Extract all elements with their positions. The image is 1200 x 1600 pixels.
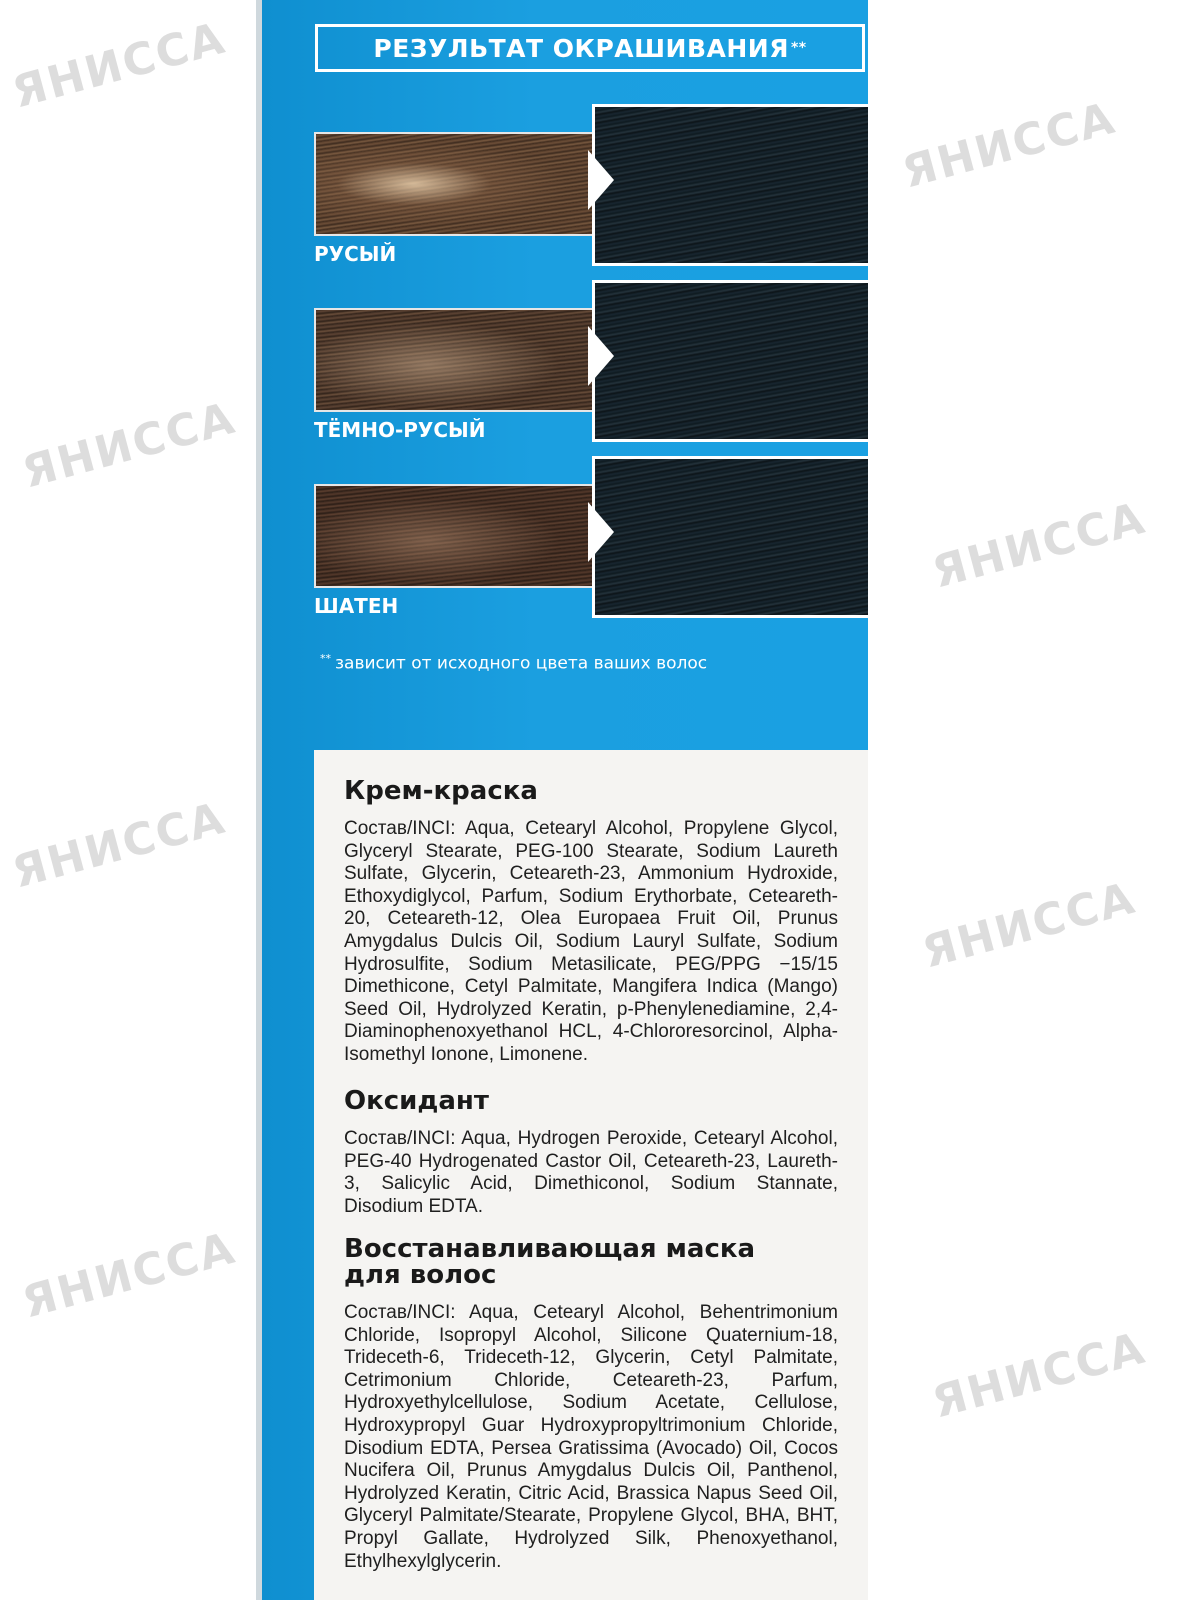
before-swatch-brown bbox=[314, 484, 598, 588]
watermark-logo: ЯНИССА bbox=[17, 392, 242, 499]
watermark-logo: ЯНИССА bbox=[927, 1322, 1152, 1429]
ingredients-hair-mask: Состав/INCI: Aqua, Cetearyl Alcohol, Behentrimonium Chloride, Isopropyl Alcohol, Silicone Quaternium-18, Trideceth-6, Trideceth-12, Glycerin, Cetyl Palmitate, Cetrimonium Chloride, Ceteareth-23, Parfum, Hydroxyethylcellulose, Sodium Acetate, Cellulose, Hydroxypropyl Guar Hydroxypropyltrimonium Chloride, Disodium EDTA, Persea Gratissima (Avocado) Oil, Cocos Nucifera Oil, Prunus Amygdalus Dulcis Oil, Panthenol, Hydrolyzed Keratin, Citric Acid, Brassica Napus Seed Oil, Glyceryl Palmitate/Stearate, Propylene Glycol, BHA, BHT, Propyl Gallate, Hydrolyzed Silk, Phenoxyethanol, Ethylhexylglycerin. bbox=[344, 1302, 838, 1572]
watermark-logo: ЯНИССА bbox=[7, 12, 232, 119]
ingredients-oxidant: Состав/INCI: Aqua, Hydrogen Peroxide, Cetearyl Alcohol, PEG-40 Hydrogenated Castor Oil, Ceteareth-23, Laureth-3, Salicylic Acid, Dimethiconol, Sodium Stannate, Disodium EDTA. bbox=[344, 1128, 838, 1217]
watermark-logo: ЯНИССА bbox=[917, 872, 1142, 979]
product-box-panel bbox=[262, 0, 868, 1600]
before-swatch-dark-blonde bbox=[314, 308, 598, 412]
watermark-logo: ЯНИССА bbox=[7, 792, 232, 899]
footnote bbox=[320, 652, 707, 674]
after-swatch-black bbox=[592, 280, 868, 442]
footnote-text: зависит от исходного цвета ваших волос bbox=[335, 653, 708, 674]
before-swatch-light-brown bbox=[314, 132, 598, 236]
footnote-mark: ** bbox=[320, 652, 331, 665]
swatch-label: ТЁМНО-РУСЫЙ bbox=[314, 418, 486, 442]
arrow-icon bbox=[588, 326, 614, 386]
watermark-logo: ЯНИССА bbox=[897, 92, 1122, 199]
result-header-title: РЕЗУЛЬТАТ ОКРАШИВАНИЯ bbox=[373, 33, 789, 63]
section-title-oxidant: Оксидант bbox=[344, 1086, 489, 1116]
section-title-hair-mask: Восстанавливающая маска для волос bbox=[344, 1234, 756, 1290]
swatch-label: ШАТЕН bbox=[314, 594, 399, 618]
result-header bbox=[315, 24, 865, 72]
result-header-mark: ** bbox=[790, 40, 807, 56]
ingredients-card bbox=[314, 750, 868, 1600]
swatch-label: РУСЫЙ bbox=[314, 242, 397, 266]
ingredients-cream-dye: Состав/INCI: Aqua, Cetearyl Alcohol, Propylene Glycol, Glyceryl Stearate, PEG-100 Stearate, Sodium Laureth Sulfate, Glycerin, Ceteareth-23, Ammonium Hydroxide, Ethoxydiglycol, Parfum, Sodium Erythorbate, Ceteareth-20, Ceteareth-12, Olea Europaea Fruit Oil, Prunus Amygdalus Dulcis Oil, Sodium Lauryl Sulfate, Sodium Hydrosulfite, Sodium Metasilicate, PEG/PPG −15/15 Dimethicone, Cetyl Palmitate, Mangifera Indica (Mango) Seed Oil, Hydrolyzed Keratin, p-Phenylenediamine, 2,4-Diaminophenoxyethanol HCL, 4-Chlororesorcinol, Alpha-Isomethyl Ionone, Limonene. bbox=[344, 818, 838, 1065]
after-swatch-black bbox=[592, 456, 868, 618]
section-title-cream-dye: Крем-краска bbox=[344, 776, 538, 806]
arrow-icon bbox=[588, 502, 614, 562]
watermark-logo: ЯНИССА bbox=[927, 492, 1152, 599]
arrow-icon bbox=[588, 150, 614, 210]
after-swatch-black bbox=[592, 104, 868, 266]
watermark-logo: ЯНИССА bbox=[17, 1222, 242, 1329]
